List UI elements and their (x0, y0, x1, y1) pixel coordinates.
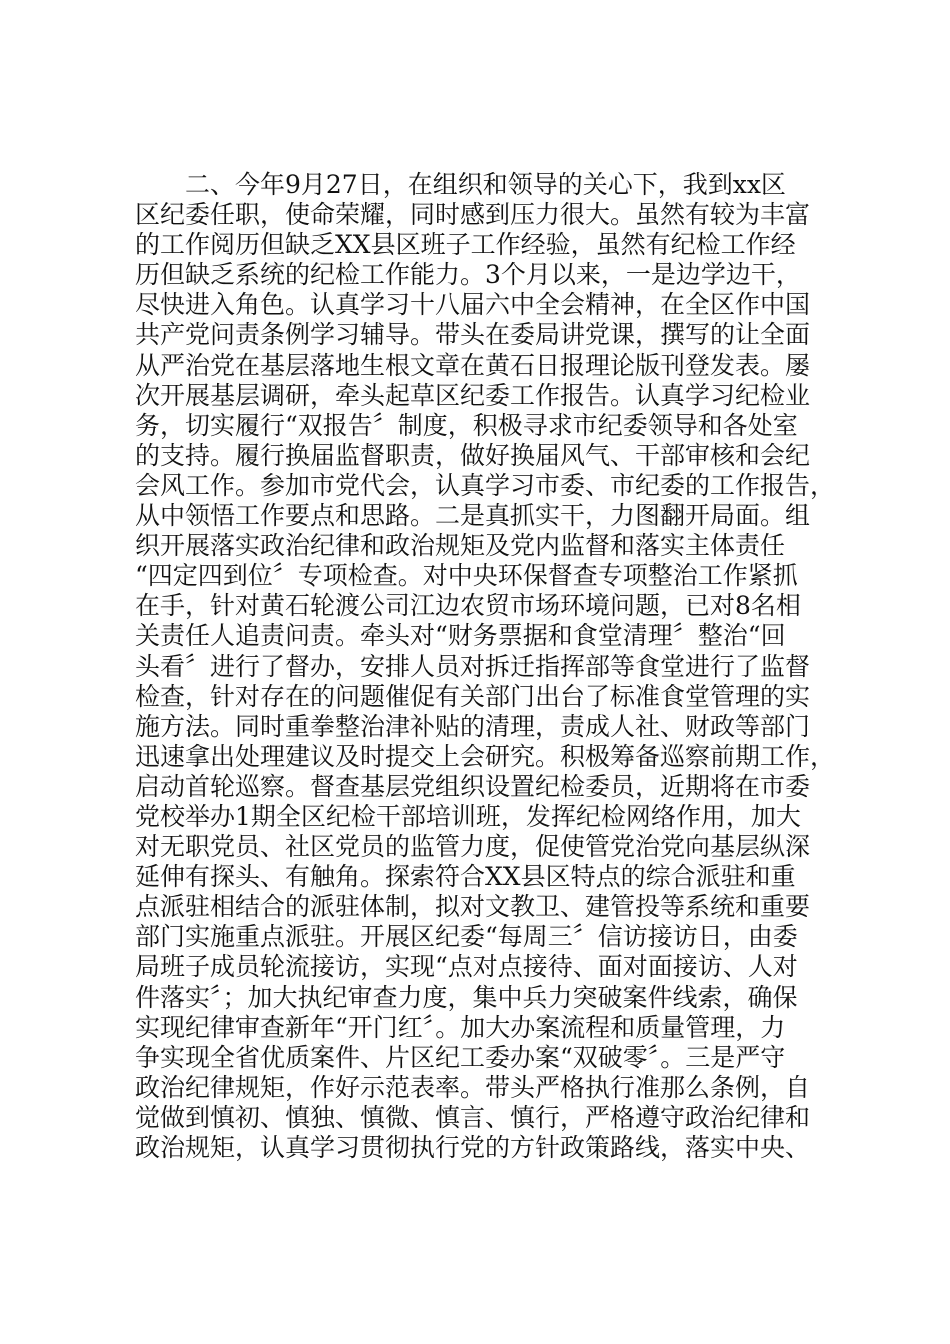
paragraph-line: 二、今年9月27日，在组织和领导的关心下，我到xx区 (185, 170, 786, 199)
paragraph-line: 局班子成员轮流接访，实现“点对点接待、面对面接访、人对 (135, 952, 798, 982)
paragraph-line: 会风工作。参加市党代会，认真学习市委、市纪委的工作报告， (135, 470, 836, 500)
paragraph-line: 次开展基层调研，牵头起草区纪委工作报告。认真学习纪检业 (135, 380, 811, 410)
paragraph-line: 务，切实履行“双报告〞制度，积极寻求市纪委领导和各处室 (135, 410, 798, 440)
paragraph-line: 对无职党员、社区党员的监管力度，促使管党治党向基层纵深 (135, 832, 811, 862)
paragraph-line: 关责任人追责问责。牵头对“财务票据和食堂清理〞整治“回 (135, 621, 786, 651)
body-paragraph (135, 170, 835, 1163)
paragraph-line: 觉做到慎初、慎独、慎微、慎言、慎行，严格遵守政治纪律和 (135, 1102, 811, 1132)
paragraph-line: 件落实〞；加大执纪审查力度，集中兵力突破案件线索，确保 (135, 982, 798, 1012)
paragraph-line: 历但缺乏系统的纪检工作能力。3个月以来，一是边学边干， (135, 260, 801, 290)
paragraph-line: 共产党问责条例学习辅导。带头在委局讲党课，撰写的让全面 (135, 320, 811, 350)
paragraph-line: 实现纪律审查新年“开门红〞。加大办案流程和质量管理，力 (135, 1012, 786, 1042)
paragraph-line: 织开展落实政治纪律和政治规矩及党内监督和落实主体责任 (135, 531, 786, 561)
paragraph-line: 政治规矩，认真学习贯彻执行党的方针政策路线，落实中央、 (135, 1133, 811, 1162)
paragraph-line: 政治纪律规矩，作好示范表率。带头严格执行准那么条例，自 (135, 1072, 811, 1102)
paragraph-line: 迅速拿出处理建议及时提交上会研究。积极筹备巡察前期工作， (135, 741, 836, 771)
paragraph-line: 施方法。同时重拳整治津补贴的清理，责成人社、财政等部门 (135, 711, 811, 741)
paragraph-line: 检查，针对存在的问题催促有关部门出台了标准食堂管理的实 (135, 681, 811, 711)
paragraph-line: 党校举办1期全区纪检干部培训班，发挥纪检网络作用，加大 (135, 801, 801, 831)
paragraph-line: 启动首轮巡察。督查基层党组织设置纪检委员，近期将在市委 (135, 771, 811, 801)
paragraph-line: 争实现全省优质案件、片区纪工委办案“双破零〞。三是严守 (135, 1042, 786, 1072)
paragraph-line: 从严治党在基层落地生根文章在黄石日报理论版刊登发表。屡 (135, 350, 811, 380)
paragraph-line: 的支持。履行换届监督职责，做好换届风气、干部审核和会纪 (135, 440, 811, 470)
paragraph-line: 头看〞进行了督办，安排人员对拆迁指挥部等食堂进行了监督 (135, 651, 811, 681)
paragraph-line: 尽快进入角色。认真学习十八届六中全会精神，在全区作中国 (135, 290, 811, 320)
paragraph-line: “四定四到位〞专项检查。对中央环保督查专项整治工作紧抓 (135, 561, 798, 591)
paragraph-line: 从中领悟工作要点和思路。二是真抓实干，力图翻开局面。组 (135, 501, 811, 531)
paragraph-line: 部门实施重点派驻。开展区纪委“每周三〞信访接访日，由委 (135, 922, 798, 952)
paragraph-line: 区纪委任职，使命荣耀，同时感到压力很大。虽然有较为丰富 (135, 200, 811, 230)
paragraph-line: 的工作阅历但缺乏XX县区班子工作经验，虽然有纪检工作经 (135, 230, 796, 260)
paragraph-line: 在手，针对黄石轮渡公司江边农贸市场环境问题，已对8名相 (135, 591, 801, 621)
paragraph-line: 点派驻相结合的派驻体制，拟对文教卫、建管投等系统和重要 (135, 892, 811, 922)
paragraph-line: 延伸有探头、有触角。探索符合XX县区特点的综合派驻和重 (135, 862, 796, 892)
